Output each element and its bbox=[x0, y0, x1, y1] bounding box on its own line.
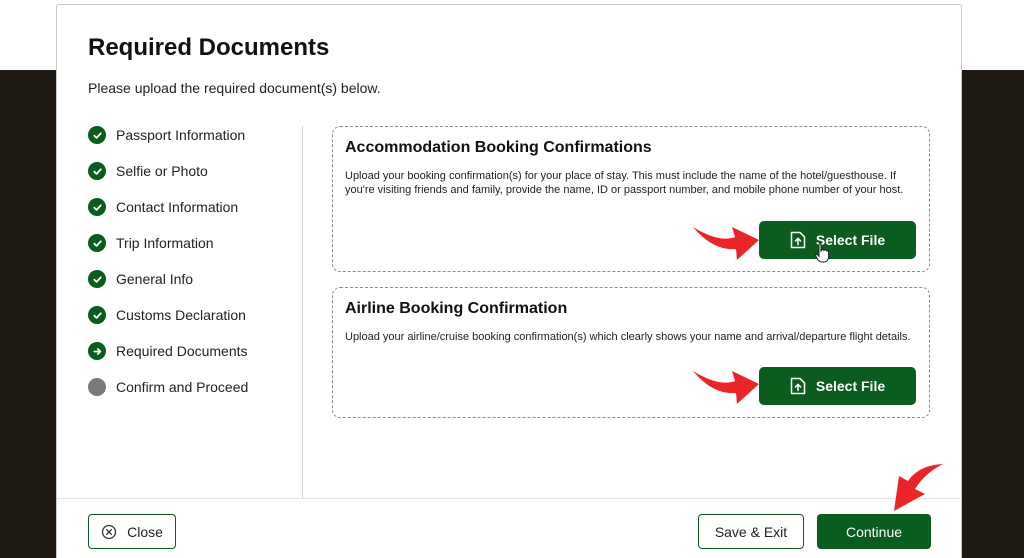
sidebar-divider bbox=[302, 126, 303, 499]
step-general-info bbox=[88, 269, 193, 289]
select-file-button[interactable] bbox=[759, 367, 916, 405]
check-circle-icon bbox=[88, 162, 106, 180]
footer-divider bbox=[57, 498, 961, 499]
step-label: Trip Information bbox=[116, 235, 214, 251]
required-documents-dialog bbox=[56, 4, 962, 558]
step-passport-information bbox=[88, 125, 245, 145]
pending-circle-icon bbox=[88, 378, 106, 396]
select-file-label: Select File bbox=[815, 232, 886, 248]
step-customs-declaration bbox=[88, 305, 246, 325]
step-label: Customs Declaration bbox=[116, 307, 246, 323]
document-description: Upload your airline/cruise booking confirmation(s) which clearly shows your name and arrival/departure flight details. bbox=[345, 331, 911, 343]
document-description: Upload your booking confirmation(s) for your place of stay. This must include the name of the hotel/guesthouse. If you're visiting friends and family, provide the name, ID or passport number, and mobile phone number of your host. bbox=[345, 170, 904, 196]
step-label: Selfie or Photo bbox=[116, 163, 208, 179]
document-card-airline bbox=[332, 287, 930, 418]
hand-pointer-icon bbox=[815, 243, 829, 263]
step-required-documents bbox=[88, 341, 248, 361]
select-file-label: Select File bbox=[815, 378, 886, 394]
annotation-arrow-icon bbox=[879, 461, 945, 513]
continue-button[interactable]: Continue bbox=[817, 514, 931, 549]
arrow-right-circle-icon bbox=[88, 342, 106, 360]
step-contact-information bbox=[88, 197, 238, 217]
document-title: Accommodation Booking Confirmations bbox=[345, 139, 652, 156]
step-label: Passport Information bbox=[116, 127, 246, 143]
check-circle-icon bbox=[88, 198, 106, 216]
close-circle-icon bbox=[101, 524, 117, 540]
page-background-right bbox=[962, 70, 1024, 558]
document-card-accommodation bbox=[332, 126, 930, 272]
page-background-left bbox=[0, 70, 56, 558]
document-title: Airline Booking Confirmation bbox=[345, 300, 568, 317]
close-button[interactable] bbox=[88, 514, 176, 549]
step-label: General Info bbox=[116, 271, 194, 287]
step-label: Required Documents bbox=[116, 343, 248, 359]
step-trip-information bbox=[88, 233, 214, 253]
file-upload-icon bbox=[790, 231, 806, 249]
dialog-title: Required Documents bbox=[88, 34, 330, 61]
step-selfie-or-photo bbox=[88, 161, 208, 181]
file-upload-icon bbox=[790, 377, 806, 395]
save-and-exit-button[interactable]: Save & Exit bbox=[698, 514, 804, 549]
annotation-arrow-icon bbox=[691, 217, 761, 263]
step-confirm-and-proceed bbox=[88, 377, 248, 397]
dialog-subtitle: Please upload the required document(s) below. bbox=[88, 80, 381, 96]
annotation-arrow-icon bbox=[691, 361, 761, 407]
select-file-button[interactable] bbox=[759, 221, 916, 259]
close-label: Close bbox=[127, 523, 163, 540]
check-circle-icon bbox=[88, 270, 106, 288]
step-label: Contact Information bbox=[116, 199, 239, 215]
check-circle-icon bbox=[88, 234, 106, 252]
check-circle-icon bbox=[88, 306, 106, 324]
check-circle-icon bbox=[88, 126, 106, 144]
step-label: Confirm and Proceed bbox=[116, 379, 249, 395]
